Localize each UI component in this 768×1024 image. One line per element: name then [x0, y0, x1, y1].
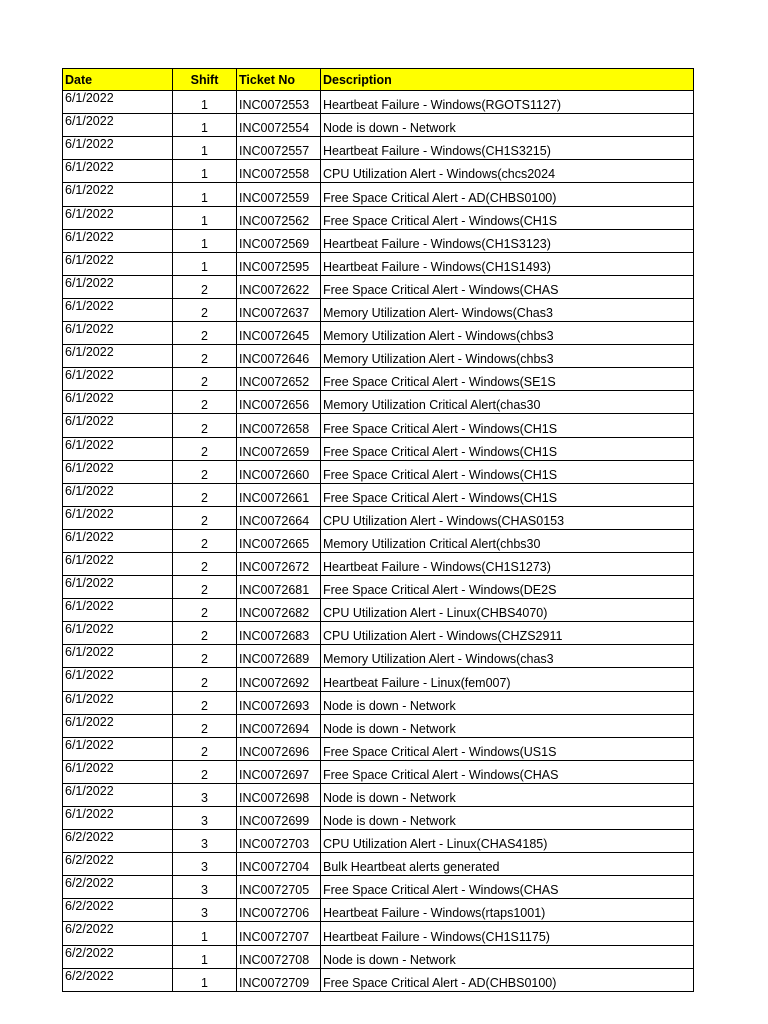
date-cell: 6/2/2022	[63, 830, 173, 853]
shift-cell: 2	[173, 414, 237, 437]
description-cell: Heartbeat Failure - Windows(rtaps1001)	[321, 899, 694, 922]
table-row	[63, 437, 694, 460]
date-cell: 6/1/2022	[63, 506, 173, 529]
shift-cell: 2	[173, 645, 237, 668]
shift-cell: 2	[173, 737, 237, 760]
shift-cell: 3	[173, 807, 237, 830]
header-date: Date	[63, 69, 173, 91]
shift-cell: 1	[173, 945, 237, 968]
ticket-cell: INC0072656	[237, 391, 321, 414]
description-cell: Bulk Heartbeat alerts generated	[321, 853, 694, 876]
shift-cell: 1	[173, 114, 237, 137]
shift-cell: 2	[173, 368, 237, 391]
ticket-cell: INC0072664	[237, 506, 321, 529]
description-cell: Free Space Critical Alert - Windows(CH1S	[321, 460, 694, 483]
date-cell: 6/1/2022	[63, 298, 173, 321]
table-row	[63, 322, 694, 345]
table-row	[63, 876, 694, 899]
table-row	[63, 368, 694, 391]
table-row	[63, 691, 694, 714]
ticket-cell: INC0072660	[237, 460, 321, 483]
ticket-cell: INC0072689	[237, 645, 321, 668]
description-cell: Memory Utilization Alert - Windows(chas3	[321, 645, 694, 668]
description-cell: Heartbeat Failure - Windows(CH1S1273)	[321, 552, 694, 575]
date-cell: 6/1/2022	[63, 599, 173, 622]
ticket-cell: INC0072661	[237, 483, 321, 506]
date-cell: 6/2/2022	[63, 945, 173, 968]
ticket-cell: INC0072705	[237, 876, 321, 899]
description-cell: Memory Utilization Critical Alert(chas30	[321, 391, 694, 414]
description-cell: CPU Utilization Alert - Windows(chcs2024	[321, 160, 694, 183]
date-cell: 6/1/2022	[63, 137, 173, 160]
shift-cell: 2	[173, 298, 237, 321]
shift-cell: 1	[173, 91, 237, 114]
date-cell: 6/1/2022	[63, 368, 173, 391]
table-row	[63, 922, 694, 945]
table-row	[63, 968, 694, 991]
shift-cell: 1	[173, 922, 237, 945]
table-row	[63, 576, 694, 599]
table-row	[63, 945, 694, 968]
description-cell: Free Space Critical Alert - Windows(US1S	[321, 737, 694, 760]
description-cell: Free Space Critical Alert - Windows(CHAS	[321, 275, 694, 298]
shift-cell: 2	[173, 760, 237, 783]
ticket-cell: INC0072554	[237, 114, 321, 137]
date-cell: 6/1/2022	[63, 460, 173, 483]
description-cell: Free Space Critical Alert - Windows(CH1S	[321, 483, 694, 506]
table-row	[63, 183, 694, 206]
shift-cell: 2	[173, 529, 237, 552]
shift-cell: 1	[173, 206, 237, 229]
description-cell: Memory Utilization Critical Alert(chbs30	[321, 529, 694, 552]
ticket-cell: INC0072704	[237, 853, 321, 876]
table-row	[63, 783, 694, 806]
shift-cell: 2	[173, 506, 237, 529]
ticket-cell: INC0072698	[237, 783, 321, 806]
date-cell: 6/1/2022	[63, 760, 173, 783]
ticket-cell: INC0072708	[237, 945, 321, 968]
shift-cell: 2	[173, 668, 237, 691]
table-row	[63, 414, 694, 437]
header-shift: Shift	[173, 69, 237, 91]
date-cell: 6/1/2022	[63, 91, 173, 114]
shift-cell: 2	[173, 714, 237, 737]
date-cell: 6/1/2022	[63, 414, 173, 437]
description-cell: Node is down - Network	[321, 807, 694, 830]
date-cell: 6/1/2022	[63, 252, 173, 275]
ticket-cell: INC0072595	[237, 252, 321, 275]
ticket-cell: INC0072703	[237, 830, 321, 853]
table-row	[63, 830, 694, 853]
ticket-cell: INC0072645	[237, 322, 321, 345]
table-row	[63, 529, 694, 552]
shift-cell: 3	[173, 853, 237, 876]
table-row	[63, 599, 694, 622]
date-cell: 6/1/2022	[63, 114, 173, 137]
table-row	[63, 229, 694, 252]
description-cell: Memory Utilization Alert - Windows(chbs3	[321, 345, 694, 368]
table-row	[63, 853, 694, 876]
date-cell: 6/1/2022	[63, 783, 173, 806]
description-cell: Node is down - Network	[321, 114, 694, 137]
shift-cell: 2	[173, 599, 237, 622]
description-cell: Heartbeat Failure - Windows(CH1S1175)	[321, 922, 694, 945]
date-cell: 6/1/2022	[63, 691, 173, 714]
date-cell: 6/1/2022	[63, 645, 173, 668]
ticket-cell: INC0072557	[237, 137, 321, 160]
table-row	[63, 298, 694, 321]
ticket-cell: INC0072562	[237, 206, 321, 229]
description-cell: Free Space Critical Alert - Windows(CHAS	[321, 876, 694, 899]
date-cell: 6/2/2022	[63, 876, 173, 899]
ticket-cell: INC0072665	[237, 529, 321, 552]
date-cell: 6/1/2022	[63, 391, 173, 414]
table-row	[63, 760, 694, 783]
description-cell: Heartbeat Failure - Windows(CH1S3215)	[321, 137, 694, 160]
date-cell: 6/2/2022	[63, 853, 173, 876]
shift-cell: 2	[173, 622, 237, 645]
description-cell: Node is down - Network	[321, 783, 694, 806]
shift-cell: 1	[173, 252, 237, 275]
date-cell: 6/1/2022	[63, 322, 173, 345]
table-row	[63, 91, 694, 114]
description-cell: Free Space Critical Alert - AD(CHBS0100)	[321, 968, 694, 991]
date-cell: 6/1/2022	[63, 668, 173, 691]
ticket-cell: INC0072652	[237, 368, 321, 391]
shift-cell: 1	[173, 968, 237, 991]
shift-cell: 3	[173, 783, 237, 806]
description-cell: Node is down - Network	[321, 691, 694, 714]
shift-cell: 1	[173, 183, 237, 206]
ticket-cell: INC0072622	[237, 275, 321, 298]
description-cell: CPU Utilization Alert - Windows(CHZS2911	[321, 622, 694, 645]
shift-cell: 1	[173, 229, 237, 252]
ticket-cell: INC0072706	[237, 899, 321, 922]
description-cell: Free Space Critical Alert - Windows(DE2S	[321, 576, 694, 599]
ticket-cell: INC0072672	[237, 552, 321, 575]
table-body	[63, 91, 694, 992]
ticket-cell: INC0072559	[237, 183, 321, 206]
table-row	[63, 345, 694, 368]
table-row	[63, 483, 694, 506]
ticket-cell: INC0072646	[237, 345, 321, 368]
ticket-cell: INC0072682	[237, 599, 321, 622]
ticket-cell: INC0072697	[237, 760, 321, 783]
table-row	[63, 160, 694, 183]
date-cell: 6/1/2022	[63, 576, 173, 599]
ticket-cell: INC0072659	[237, 437, 321, 460]
date-cell: 6/2/2022	[63, 968, 173, 991]
date-cell: 6/1/2022	[63, 229, 173, 252]
shift-cell: 2	[173, 322, 237, 345]
date-cell: 6/1/2022	[63, 552, 173, 575]
ticket-cell: INC0072569	[237, 229, 321, 252]
table-row	[63, 506, 694, 529]
incident-table	[62, 68, 694, 992]
shift-cell: 3	[173, 899, 237, 922]
ticket-cell: INC0072693	[237, 691, 321, 714]
table-row	[63, 737, 694, 760]
description-cell: Heartbeat Failure - Linux(fem007)	[321, 668, 694, 691]
description-cell: Node is down - Network	[321, 945, 694, 968]
description-cell: CPU Utilization Alert - Linux(CHAS4185)	[321, 830, 694, 853]
shift-cell: 1	[173, 160, 237, 183]
table-row	[63, 460, 694, 483]
description-cell: Node is down - Network	[321, 714, 694, 737]
table-row	[63, 206, 694, 229]
header-ticket: Ticket No	[237, 69, 321, 91]
header-description: Description	[321, 69, 694, 91]
shift-cell: 2	[173, 391, 237, 414]
description-cell: Free Space Critical Alert - Windows(CH1S	[321, 414, 694, 437]
date-cell: 6/1/2022	[63, 183, 173, 206]
date-cell: 6/1/2022	[63, 622, 173, 645]
date-cell: 6/1/2022	[63, 206, 173, 229]
ticket-cell: INC0072658	[237, 414, 321, 437]
ticket-cell: INC0072637	[237, 298, 321, 321]
ticket-cell: INC0072707	[237, 922, 321, 945]
shift-cell: 2	[173, 483, 237, 506]
header-row	[63, 69, 694, 91]
shift-cell: 2	[173, 576, 237, 599]
table-row	[63, 137, 694, 160]
description-cell: Memory Utilization Alert - Windows(chbs3	[321, 322, 694, 345]
date-cell: 6/1/2022	[63, 529, 173, 552]
table-row	[63, 714, 694, 737]
description-cell: Heartbeat Failure - Windows(RGOTS1127)	[321, 91, 694, 114]
description-cell: CPU Utilization Alert - Linux(CHBS4070)	[321, 599, 694, 622]
shift-cell: 2	[173, 275, 237, 298]
shift-cell: 2	[173, 691, 237, 714]
shift-cell: 2	[173, 345, 237, 368]
date-cell: 6/1/2022	[63, 437, 173, 460]
table-row	[63, 552, 694, 575]
shift-cell: 2	[173, 552, 237, 575]
table-row	[63, 622, 694, 645]
table-row	[63, 899, 694, 922]
date-cell: 6/1/2022	[63, 275, 173, 298]
description-cell: Heartbeat Failure - Windows(CH1S3123)	[321, 229, 694, 252]
shift-cell: 2	[173, 460, 237, 483]
table-row	[63, 807, 694, 830]
ticket-cell: INC0072692	[237, 668, 321, 691]
description-cell: Free Space Critical Alert - Windows(SE1S	[321, 368, 694, 391]
description-cell: Free Space Critical Alert - Windows(CHAS	[321, 760, 694, 783]
ticket-cell: INC0072553	[237, 91, 321, 114]
date-cell: 6/1/2022	[63, 807, 173, 830]
date-cell: 6/1/2022	[63, 714, 173, 737]
shift-cell: 3	[173, 830, 237, 853]
description-cell: Free Space Critical Alert - Windows(CH1S	[321, 437, 694, 460]
table-row	[63, 275, 694, 298]
table-row	[63, 391, 694, 414]
table-row	[63, 114, 694, 137]
description-cell: Heartbeat Failure - Windows(CH1S1493)	[321, 252, 694, 275]
ticket-cell: INC0072694	[237, 714, 321, 737]
date-cell: 6/2/2022	[63, 922, 173, 945]
ticket-cell: INC0072696	[237, 737, 321, 760]
shift-cell: 3	[173, 876, 237, 899]
shift-cell: 1	[173, 137, 237, 160]
date-cell: 6/1/2022	[63, 483, 173, 506]
ticket-cell: INC0072681	[237, 576, 321, 599]
table-row	[63, 252, 694, 275]
ticket-cell: INC0072558	[237, 160, 321, 183]
description-cell: Free Space Critical Alert - AD(CHBS0100)	[321, 183, 694, 206]
ticket-cell: INC0072699	[237, 807, 321, 830]
date-cell: 6/1/2022	[63, 737, 173, 760]
table-row	[63, 645, 694, 668]
date-cell: 6/1/2022	[63, 345, 173, 368]
date-cell: 6/2/2022	[63, 899, 173, 922]
ticket-cell: INC0072709	[237, 968, 321, 991]
description-cell: CPU Utilization Alert - Windows(CHAS0153	[321, 506, 694, 529]
date-cell: 6/1/2022	[63, 160, 173, 183]
shift-cell: 2	[173, 437, 237, 460]
ticket-cell: INC0072683	[237, 622, 321, 645]
description-cell: Free Space Critical Alert - Windows(CH1S	[321, 206, 694, 229]
description-cell: Memory Utilization Alert- Windows(Chas3	[321, 298, 694, 321]
table-row	[63, 668, 694, 691]
